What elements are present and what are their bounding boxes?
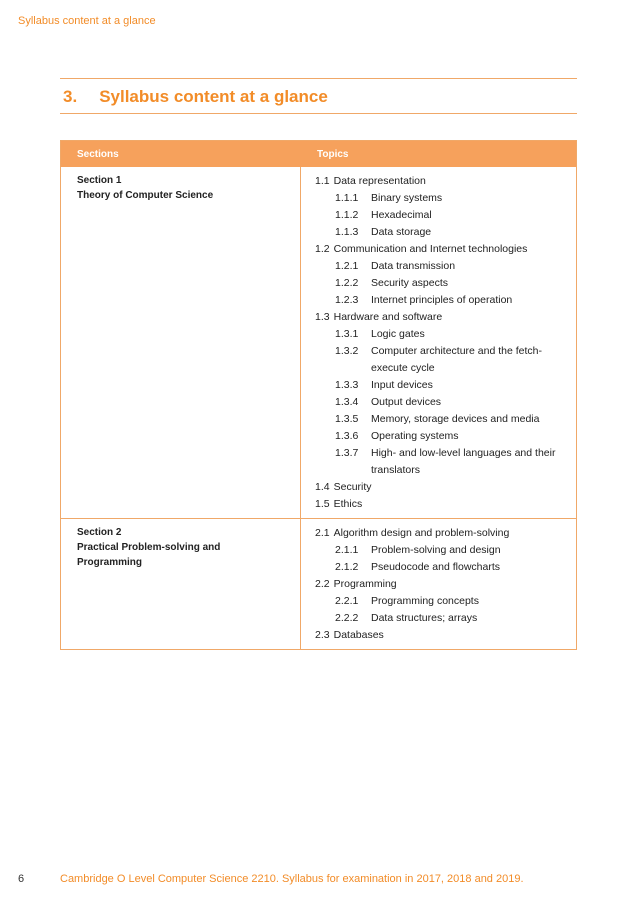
topic-item [315, 479, 560, 496]
topic-number: 2.1.1 [335, 544, 359, 556]
topic-number: 1.3.4 [335, 396, 359, 408]
topic-number: 1.4 [315, 481, 330, 493]
section-title: Syllabus content at a glance [99, 87, 328, 106]
topic-text: Pseudocode and flowcharts [371, 561, 500, 573]
topic-text: Algorithm design and problem-solving [333, 527, 510, 539]
header-topics: Topics [317, 148, 349, 160]
topic-text: Data transmission [371, 260, 456, 272]
topic-item [315, 542, 560, 559]
topic-item [315, 292, 560, 309]
topic-item [315, 428, 560, 445]
topic-item [315, 207, 560, 224]
topic-number: 1.1.3 [335, 226, 359, 238]
section-label: Section 2 [77, 527, 122, 538]
topic-number: 2.2.1 [335, 595, 359, 607]
topic-number: 1.3.5 [335, 413, 359, 425]
page-title [63, 87, 328, 107]
topic-text-continued: execute cycle [371, 362, 435, 374]
topic-text: Internet principles of operation [371, 294, 513, 306]
topic-text: Databases [333, 629, 384, 641]
topic-item [315, 496, 560, 513]
topic-number: 1.3.7 [335, 447, 359, 459]
topic-item [315, 190, 560, 207]
topic-text: High- and low-level languages and their [371, 447, 556, 459]
topic-number: 2.2 [315, 578, 330, 590]
topic-item [315, 525, 560, 542]
table-row [61, 518, 576, 649]
topic-item [315, 627, 560, 644]
topic-number: 1.2.1 [335, 260, 359, 272]
topic-text: Output devices [371, 396, 442, 408]
topic-text: Hardware and software [333, 311, 443, 323]
topics-cell [301, 519, 576, 649]
syllabus-table [60, 140, 577, 650]
topic-number: 1.2.3 [335, 294, 359, 306]
topic-number: 2.2.2 [335, 612, 359, 624]
page-number: 6 [18, 873, 25, 885]
topic-number: 1.3.1 [335, 328, 359, 340]
title-rule-bottom [60, 113, 577, 114]
topic-text: Computer architecture and the fetch- [371, 345, 543, 357]
topic-text: Binary systems [371, 192, 443, 204]
topic-number: 1.5 [315, 498, 330, 510]
topic-number: 1.3 [315, 311, 330, 323]
topic-text: Hexadecimal [371, 209, 432, 221]
topic-item [315, 445, 560, 479]
topic-item [315, 610, 560, 627]
topic-text: Operating systems [371, 430, 459, 442]
topic-number: 1.1.2 [335, 209, 359, 221]
table-header [61, 141, 576, 167]
topic-text: Security [333, 481, 372, 493]
section-name: Practical Problem-solving and Programming [77, 542, 221, 568]
topic-text: Programming [333, 578, 397, 590]
topics-cell [301, 167, 576, 518]
topic-item [315, 411, 560, 428]
topic-text-continued: translators [371, 464, 421, 476]
topic-text: Problem-solving and design [371, 544, 501, 556]
topic-text: Memory, storage devices and media [371, 413, 540, 425]
topic-number: 1.1 [315, 175, 330, 187]
topic-item [315, 377, 560, 394]
topic-item [315, 275, 560, 292]
topic-text: Input devices [371, 379, 433, 391]
topic-item [315, 559, 560, 576]
topic-text: Logic gates [371, 328, 425, 340]
table-row [61, 167, 576, 518]
header-sections: Sections [77, 148, 119, 160]
topic-item [315, 309, 560, 326]
topic-text: Programming concepts [371, 595, 479, 607]
topic-number: 2.1.2 [335, 561, 359, 573]
topic-item [315, 593, 560, 610]
section-number: 3. [63, 87, 78, 106]
topic-text: Ethics [333, 498, 363, 510]
topic-item [315, 173, 560, 190]
topic-text: Data structures; arrays [371, 612, 478, 624]
topic-item [315, 241, 560, 258]
topic-item [315, 326, 560, 343]
topic-text: Data storage [371, 226, 432, 238]
topic-number: 1.2 [315, 243, 330, 255]
table-body [61, 167, 576, 649]
section-cell [61, 519, 301, 649]
footer [18, 873, 618, 885]
topic-number: 2.3 [315, 629, 330, 641]
topic-item [315, 258, 560, 275]
topic-number: 1.3.2 [335, 345, 359, 357]
topic-item [315, 394, 560, 411]
topic-number: 1.3.3 [335, 379, 359, 391]
topic-text: Security aspects [371, 277, 449, 289]
section-label: Section 1 [77, 175, 122, 186]
section-name: Theory of Computer Science [77, 190, 214, 201]
topic-text: Communication and Internet technologies [333, 243, 528, 255]
topic-number: 1.2.2 [335, 277, 359, 289]
footer-text: Cambridge O Level Computer Science 2210. Syllabus for examination in 2017, 2018 and 2019. [60, 873, 524, 885]
running-head: Syllabus content at a glance [18, 15, 156, 27]
topic-number: 1.3.6 [335, 430, 359, 442]
topic-item [315, 224, 560, 241]
topic-text: Data representation [333, 175, 426, 187]
section-cell [61, 167, 301, 518]
topic-item [315, 343, 560, 377]
topic-number: 2.1 [315, 527, 330, 539]
topic-number: 1.1.1 [335, 192, 359, 204]
topic-item [315, 576, 560, 593]
title-rule-top [60, 78, 577, 79]
